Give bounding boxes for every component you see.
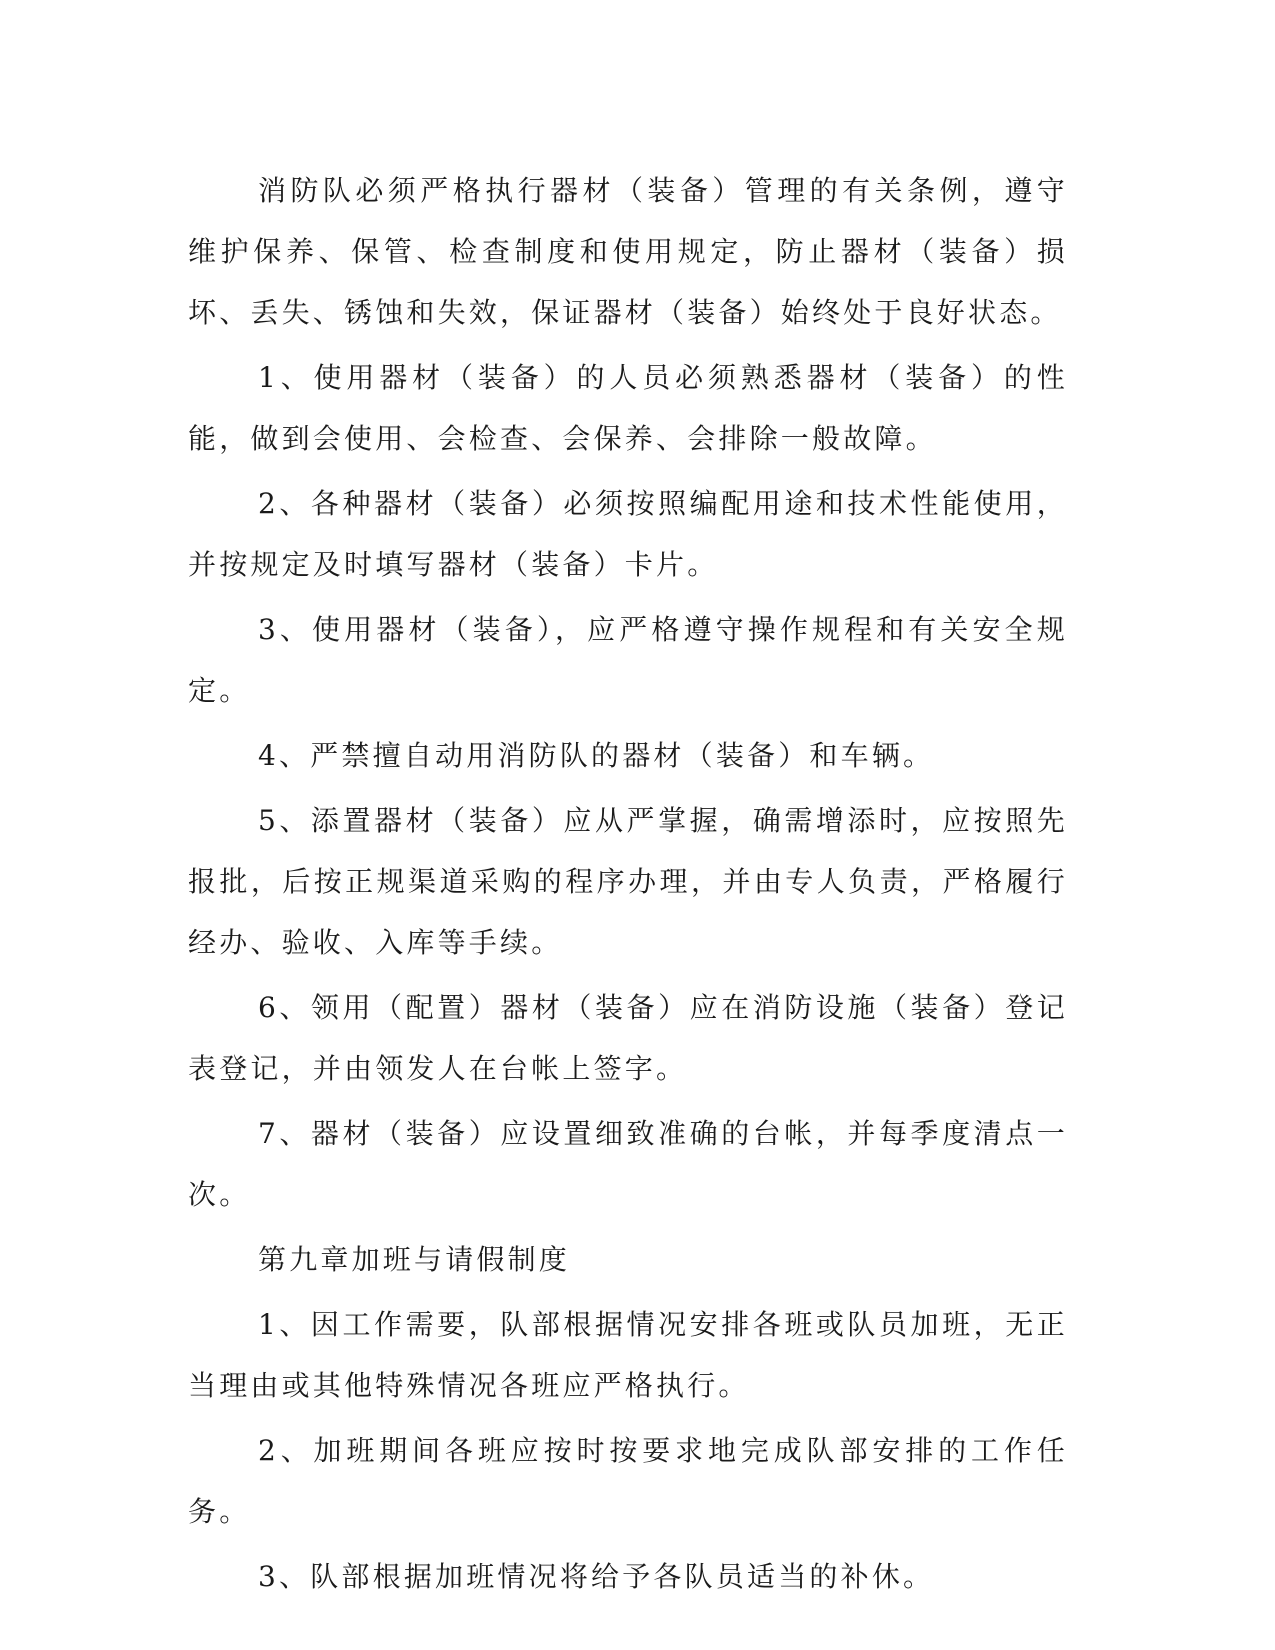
intro-paragraph: 消防队必须严格执行器材（装备）管理的有关条例，遵守维护保养、保管、检查制度和使用规定，防止器材（装备）损坏、丢失、锈蚀和失效，保证器材（装备）始终处于良好状态。 — [188, 174, 1068, 329]
overtime-item-1: 1、因工作需要，队部根据情况安排各班或队员加班，无正当理由或其他特殊情况各班应严格执行。 — [188, 1308, 1068, 1402]
rule-item-5: 5、添置器材（装备）应从严掌握，确需增添时，应按照先报批，后按正规渠道采购的程序办理，并由专人负责，严格履行经办、验收、入库等手续。 — [188, 804, 1068, 959]
rule-item-2: 2、各种器材（装备）必须按照编配用途和技术性能使用，并按规定及时填写器材（装备）卡片。 — [188, 487, 1068, 581]
rule-item-6: 6、领用（配置）器材（装备）应在消防设施（装备）登记表登记，并由领发人在台帐上签字。 — [188, 991, 1068, 1085]
rule-item-7: 7、器材（装备）应设置细致准确的台帐，并每季度清点一次。 — [188, 1117, 1068, 1211]
chapter-heading: 第九章加班与请假制度 — [258, 1243, 571, 1276]
overtime-item-2: 2、加班期间各班应按时按要求地完成队部安排的工作任务。 — [188, 1434, 1068, 1528]
rule-item-3: 3、使用器材（装备），应严格遵守操作规程和有关安全规定。 — [188, 613, 1068, 707]
rule-item-1: 1、使用器材（装备）的人员必须熟悉器材（装备）的性能，做到会使用、会检查、会保养、会排除一般故障。 — [188, 361, 1068, 455]
rule-item-4: 4、严禁擅自动用消防队的器材（装备）和车辆。 — [258, 739, 935, 772]
overtime-item-3: 3、队部根据加班情况将给予各队员适当的补休。 — [258, 1560, 935, 1593]
document-body — [188, 160, 1068, 1611]
